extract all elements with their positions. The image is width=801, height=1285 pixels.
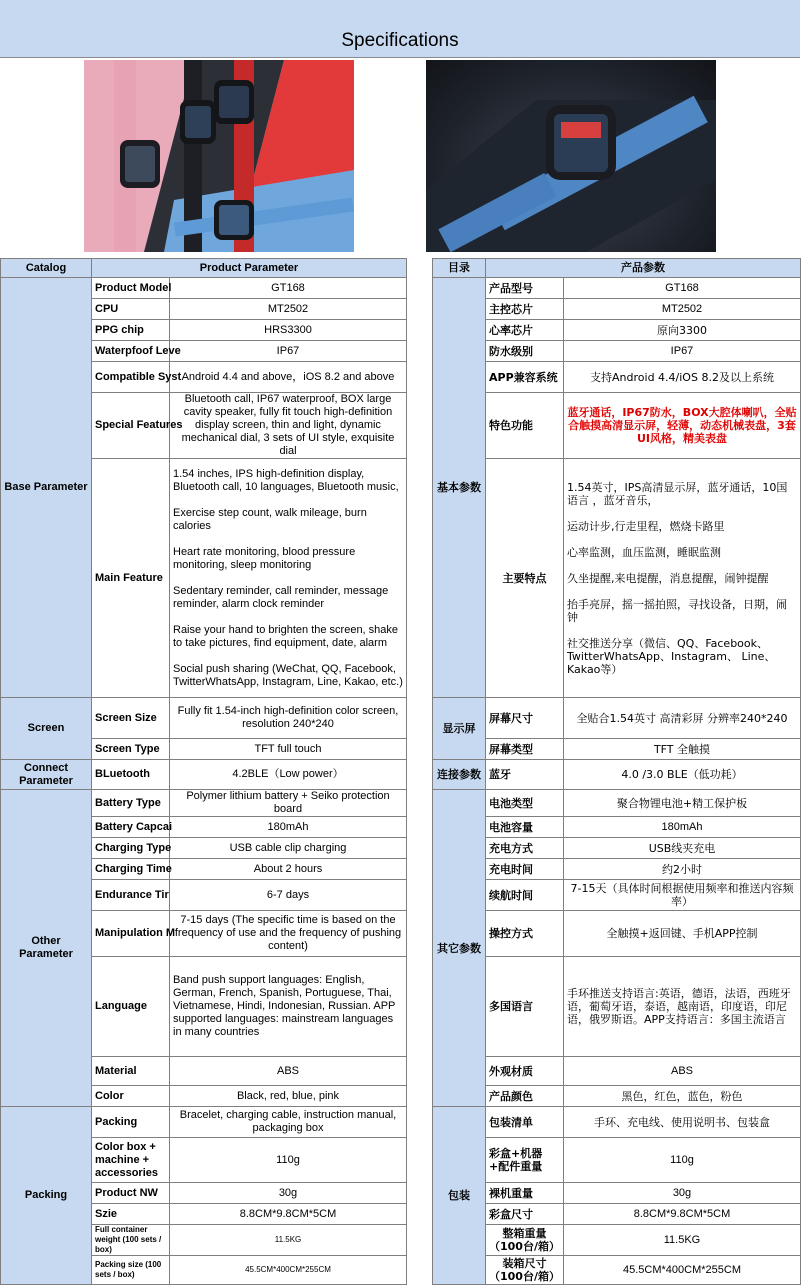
value-material-zh: ABS <box>564 1057 801 1086</box>
label-packing: Packing <box>92 1107 170 1138</box>
page-title: Specifications <box>341 30 459 51</box>
main-feature-line: 1.54 inches, IPS high-definition display, Bluetooth call, 10 languages, Bluetooth music, <box>173 467 399 493</box>
main-feature-line: Exercise step count, walk mileage, burn calories <box>173 506 367 532</box>
label-waterproof: Waterpfoof Leve <box>92 341 170 362</box>
label-packing-zh: 包装清单 <box>486 1107 564 1138</box>
value-special-features: Bluetooth call, IP67 waterproof, BOX large cavity speaker, fully fit touch high-definition display screen, thin and light, dynamic mechanical dial, 3 sets of UI style, exquisite dial <box>170 393 407 459</box>
blue-watch-illustration <box>426 60 716 252</box>
label-screen-type: Screen Type <box>92 739 170 760</box>
label-product-nw: Product NW <box>92 1183 170 1204</box>
value-main-feature <box>170 459 407 698</box>
value-product-model-zh: GT168 <box>564 278 801 299</box>
label-bluetooth: BLuetooth <box>92 760 170 790</box>
value-endurance-time-zh: 7-15天（具体时间根据使用频率和推送内容频率） <box>564 880 801 911</box>
value-battery-type-zh: 聚合物锂电池+精工保护板 <box>564 790 801 817</box>
label-main-feature: Main Feature <box>92 459 170 698</box>
main-feature-line: Heart rate monitoring, blood pressure monitoring, sleep monitoring <box>173 545 356 571</box>
label-size-zh: 彩盒尺寸 <box>486 1204 564 1225</box>
main-feature-line-zh: 社交推送分享（微信、QQ、Facebook、TwitterWhatsApp、Instagram、 Line、Kakao等） <box>567 636 776 676</box>
value-packing-size-zh: 45.5CM*400CM*255CM <box>564 1256 801 1285</box>
value-language: Band push support languages: English, German, French, Spanish, Portuguese, Thai, Vietnamese, Hindi, Indonesian, Russian. APP supported languages: mainstream languages in many countries <box>170 957 407 1057</box>
value-screen-type: TFT full touch <box>170 739 407 760</box>
label-screen-size-zh: 屏幕尺寸 <box>486 698 564 739</box>
value-battery-capacity-zh: 180mAh <box>564 817 801 838</box>
value-waterproof-zh: IP67 <box>564 341 801 362</box>
value-cpu-zh: MT2502 <box>564 299 801 320</box>
label-special-features-zh: 特色功能 <box>486 393 564 459</box>
label-cpu: CPU <box>92 299 170 320</box>
label-screen-type-zh: 屏幕类型 <box>486 739 564 760</box>
spec-table <box>0 258 801 1285</box>
value-screen-type-zh: TFT 全触摸 <box>564 739 801 760</box>
value-cpu: MT2502 <box>170 299 407 320</box>
spec-table-container <box>0 258 800 1285</box>
value-manipulation-mode: 7-15 days (The specific time is based on the frequency of use and the frequency of pushing content) <box>170 911 407 957</box>
label-battery-type-zh: 电池类型 <box>486 790 564 817</box>
label-material-zh: 外观材质 <box>486 1057 564 1086</box>
value-compatible-system: Android 4.4 and above，iOS 8.2 and above <box>170 362 407 393</box>
section-connect-parameter: Connect Parameter <box>1 760 92 790</box>
label-bluetooth-zh: 蓝牙 <box>486 760 564 790</box>
value-full-container-weight: 11.5KG <box>170 1225 407 1256</box>
label-main-feature-zh: 主要特点 <box>486 459 564 698</box>
value-packing: Bracelet, charging cable, instruction manual, packaging box <box>170 1107 407 1138</box>
value-language-zh: 手环推送支持语言:英语，德语，法语，西班牙语，葡萄牙语，泰语，越南语，印度语，印尼语，俄罗斯语。APP支持语言：多国主流语言 <box>564 957 801 1057</box>
main-feature-line-zh: 心率监测，血压监测，睡眠监测 <box>567 545 721 559</box>
value-charging-type: USB cable clip charging <box>170 838 407 859</box>
value-charging-time-zh: 约2小时 <box>564 859 801 880</box>
value-ppg-chip-zh: 原向3300 <box>564 320 801 341</box>
main-feature-line-zh: 运动计步,行走里程，燃烧卡路里 <box>567 519 725 533</box>
main-feature-line-zh: 久坐提醒,来电提醒，消息提醒，闹钟提醒 <box>567 571 769 585</box>
title-bar <box>0 0 800 58</box>
label-color: Color <box>92 1086 170 1107</box>
label-charging-type-zh: 充电方式 <box>486 838 564 859</box>
label-compatible-system: Compatible Syst <box>92 362 170 393</box>
value-charging-time: About 2 hours <box>170 859 407 880</box>
label-manipulation-mode-zh: 操控方式 <box>486 911 564 957</box>
label-endurance-time-zh: 续航时间 <box>486 880 564 911</box>
label-color-box-weight: Color box + machine + accessories <box>92 1138 170 1183</box>
section-base-parameter: Base Parameter <box>1 278 92 698</box>
watches-colors-illustration <box>84 60 354 252</box>
value-product-model: GT168 <box>170 278 407 299</box>
value-packing-size: 45.5CM*400CM*255CM <box>170 1256 407 1285</box>
value-waterproof: IP67 <box>170 341 407 362</box>
value-bluetooth-zh: 4.0 /3.0 BLE（低功耗） <box>564 760 801 790</box>
col-header-catalog-zh: 目录 <box>433 259 486 278</box>
label-waterproof-zh: 防水级别 <box>486 341 564 362</box>
main-feature-line: Sedentary reminder, call reminder, message reminder, alarm clock reminder <box>173 584 389 610</box>
label-product-nw-zh: 裸机重量 <box>486 1183 564 1204</box>
main-feature-line: Raise your hand to brighten the screen, shake to take pictures, find equipment, date, alarm <box>173 623 399 649</box>
label-ppg-chip: PPG chip <box>92 320 170 341</box>
value-packing-zh: 手环、充电线、使用说明书、包装盒 <box>564 1107 801 1138</box>
label-compatible-system-zh: APP兼容系统 <box>486 362 564 393</box>
section-screen: Screen <box>1 698 92 760</box>
value-manipulation-mode-zh: 全触摸+返回键、手机APP控制 <box>564 911 801 957</box>
label-material: Material <box>92 1057 170 1086</box>
label-product-model: Product Model <box>92 278 170 299</box>
value-compatible-system-zh: 支持Android 4.4/iOS 8.2及以上系统 <box>564 362 801 393</box>
section-screen-zh: 显示屏 <box>433 698 486 760</box>
section-other-parameter-zh: 其它参数 <box>433 790 486 1107</box>
value-ppg-chip: HRS3300 <box>170 320 407 341</box>
label-packing-size: Packing size (100 sets / box) <box>92 1256 170 1285</box>
value-full-container-weight-zh: 11.5KG <box>564 1225 801 1256</box>
value-product-nw-zh: 30g <box>564 1183 801 1204</box>
col-header-product-parameter-zh: 产品参数 <box>486 259 801 278</box>
label-language: Language <box>92 957 170 1057</box>
label-manipulation-mode: Manipulation M <box>92 911 170 957</box>
value-color-box-weight: 110g <box>170 1138 407 1183</box>
label-full-container-weight: Full container weight (100 sets / box) <box>92 1225 170 1256</box>
label-battery-capacity-zh: 电池容量 <box>486 817 564 838</box>
section-base-parameter-zh: 基本参数 <box>433 278 486 698</box>
value-screen-size: Fully fit 1.54-inch high-definition color screen, resolution 240*240 <box>170 698 407 739</box>
value-special-features-zh: 蓝牙通话，IP67防水，BOX大腔体喇叭，全贴合触摸高清显示屏，轻薄，动态机械表盘，3套UI风格，精美表盘 <box>564 393 801 459</box>
value-charging-type-zh: USB线夹充电 <box>564 838 801 859</box>
value-battery-type: Polymer lithium battery + Seiko protection board <box>170 790 407 817</box>
label-endurance-time: Endurance Tir <box>92 880 170 911</box>
label-language-zh: 多国语言 <box>486 957 564 1057</box>
value-main-feature-zh <box>564 459 801 698</box>
label-color-zh: 产品颜色 <box>486 1086 564 1107</box>
value-color: Black, red, blue, pink <box>170 1086 407 1107</box>
product-photo-blue-watch <box>426 60 716 252</box>
label-screen-size: Screen Size <box>92 698 170 739</box>
main-feature-line: Social push sharing (WeChat, QQ, Facebook, TwitterWhatsApp, Instagram, Line, Kakao, etc.) <box>173 662 403 688</box>
col-header-catalog: Catalog <box>1 259 92 278</box>
label-ppg-chip-zh: 心率芯片 <box>486 320 564 341</box>
label-size: Szie <box>92 1204 170 1225</box>
label-color-box-weight-zh: 彩盒+机器+配件重量 <box>486 1138 564 1183</box>
main-feature-line-zh: 1.54英寸，IPS高清显示屏，蓝牙通话，10国语言 ，蓝牙音乐， <box>567 480 788 507</box>
section-other-parameter: Other Parameter <box>1 790 92 1107</box>
value-size: 8.8CM*9.8CM*5CM <box>170 1204 407 1225</box>
label-charging-type: Charging Type <box>92 838 170 859</box>
value-bluetooth: 4.2BLE（Low power） <box>170 760 407 790</box>
value-size-zh: 8.8CM*9.8CM*5CM <box>564 1204 801 1225</box>
label-battery-capacity: Battery Capcai <box>92 817 170 838</box>
value-battery-capacity: 180mAh <box>170 817 407 838</box>
product-photo-watches-colors <box>84 60 354 252</box>
value-material: ABS <box>170 1057 407 1086</box>
col-header-product-parameter: Product Parameter <box>92 259 407 278</box>
label-charging-time: Charging Time <box>92 859 170 880</box>
section-connect-parameter-zh: 连接参数 <box>433 760 486 790</box>
value-endurance-time: 6-7 days <box>170 880 407 911</box>
label-cpu-zh: 主控芯片 <box>486 299 564 320</box>
label-full-container-weight-zh: 整箱重量（100台/箱） <box>486 1225 564 1256</box>
label-charging-time-zh: 充电时间 <box>486 859 564 880</box>
value-color-box-weight-zh: 110g <box>564 1138 801 1183</box>
label-packing-size-zh: 装箱尺寸（100台/箱） <box>486 1256 564 1285</box>
value-color-zh: 黑色，红色，蓝色，粉色 <box>564 1086 801 1107</box>
value-screen-size-zh: 全贴合1.54英寸 高清彩屏 分辨率240*240 <box>564 698 801 739</box>
section-packing: Packing <box>1 1107 92 1285</box>
label-product-model-zh: 产品型号 <box>486 278 564 299</box>
label-special-features: Special Features <box>92 393 170 459</box>
value-product-nw: 30g <box>170 1183 407 1204</box>
main-feature-line-zh: 抬手亮屏，摇一摇拍照，寻找设备，日期，闹钟 <box>567 597 787 624</box>
label-battery-type: Battery Type <box>92 790 170 817</box>
section-packing-zh: 包装 <box>433 1107 486 1285</box>
